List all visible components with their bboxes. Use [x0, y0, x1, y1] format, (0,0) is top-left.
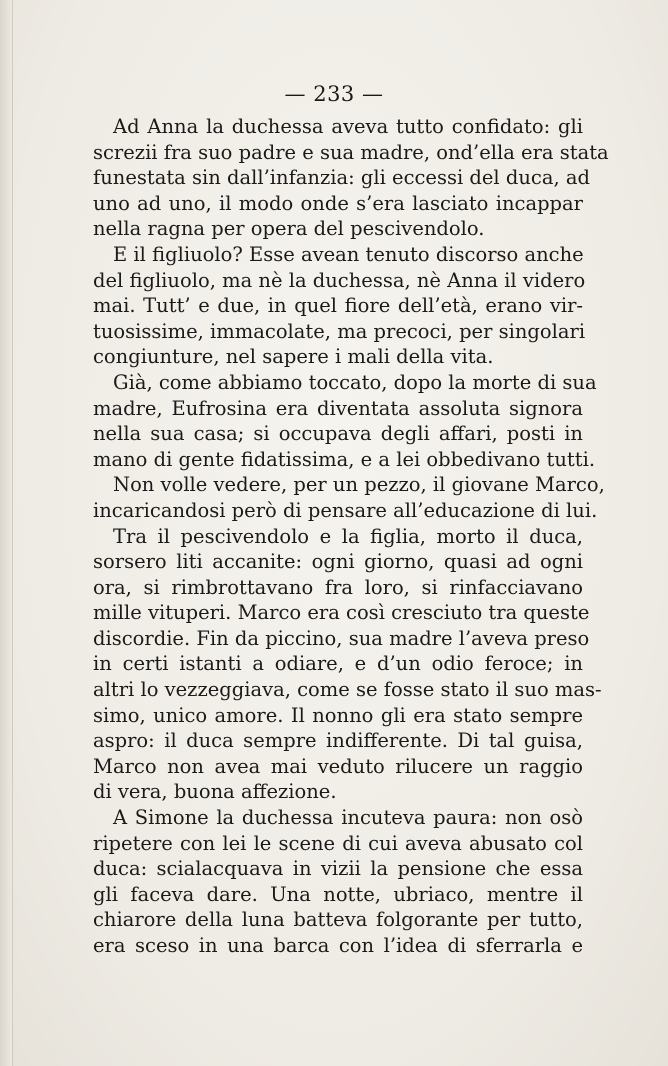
text-line: nella ragna per opera del pescivendolo.	[93, 217, 485, 241]
text-line: altri lo vezzeggiava, come se fosse stato il suo mas-	[93, 678, 602, 702]
text-line: duca: scialacquava in vizii la pensione che essa	[93, 857, 583, 881]
text-line: nella sua casa; si occupava degli affari, posti in	[93, 422, 583, 446]
text-line: Già, come abbiamo toccato, dopo la morte di sua	[113, 370, 597, 394]
text-line: mano di gente fidatissima, e a lei obbedivano tutti.	[93, 447, 596, 471]
text-line: tuosissime, immacolate, ma precoci, per singolari	[93, 319, 586, 343]
text-line: in certi istanti a odiare, e d’un odio feroce; in	[93, 652, 583, 676]
text-line: Tra il pescivendolo e la figlia, morto il duca,	[113, 524, 583, 548]
text-line: ora, si rimbrottavano fra loro, si rinfacciavano	[93, 575, 583, 599]
text-line: screzii fra suo padre e sua madre, ond’ella era stata	[93, 140, 609, 164]
text-line: ripetere con lei le scene di cui aveva abusato col	[93, 831, 583, 855]
text-line: discordie. Fin da piccino, sua madre l’aveva preso	[93, 626, 590, 650]
text-line: Ad Anna la duchessa aveva tutto confidato: gli	[113, 115, 583, 138]
paragraph	[93, 242, 586, 370]
text-line: incaricandosi però di pensare all’educazione di lui.	[93, 498, 598, 522]
text-line: mai. Tutt’ e due, in quel fiore dell’età, erano vir-	[93, 294, 583, 318]
paragraph	[93, 805, 583, 959]
text-line: funestata sin dall’infanzia: gli eccessi del duca, ad	[93, 166, 590, 190]
binding-edge	[0, 0, 13, 1066]
text-line: del figliuolo, ma nè la duchessa, nè Anna il videro	[93, 268, 586, 292]
text-line: aspro: il duca sempre indifferente. Di tal guisa,	[93, 729, 583, 753]
paragraph	[93, 472, 605, 523]
text-line: E il figliuolo? Esse avean tenuto discorso anche	[113, 242, 584, 266]
text-line: Non volle vedere, per un pezzo, il giovane Marco,	[113, 473, 605, 497]
text-line: uno ad uno, il modo onde s’era lasciato incappar	[93, 191, 583, 215]
text-line: di vera, buona affezione.	[93, 780, 337, 804]
text-line: congiunture, nel sapere i mali della vita.	[93, 345, 494, 369]
paragraph	[93, 524, 602, 806]
text-line: gli faceva dare. Una notte, ubriaco, mentre il	[93, 882, 583, 906]
body-text	[93, 114, 609, 959]
text-line: Marco non avea mai veduto rilucere un raggio	[93, 754, 583, 778]
text-line: A Simone la duchessa incuteva paura: non osò	[113, 806, 583, 830]
text-line: chiarore della luna batteva folgorante per tutto,	[93, 908, 583, 932]
page-number: — 233 —	[284, 82, 384, 106]
text-line: madre, Eufrosina era diventata assoluta signora	[93, 396, 583, 420]
paragraph	[93, 370, 597, 472]
text-line: mille vituperi. Marco era così cresciuto tra queste	[93, 601, 590, 625]
text-line: sorsero liti accanite: ogni giorno, quasi ad ogni	[93, 550, 583, 574]
text-line: era sceso in una barca con l’idea di sferrarla e	[93, 934, 583, 957]
paragraph	[93, 114, 609, 242]
text-line: simo, unico amore. Il nonno gli era stato sempre	[93, 703, 583, 727]
